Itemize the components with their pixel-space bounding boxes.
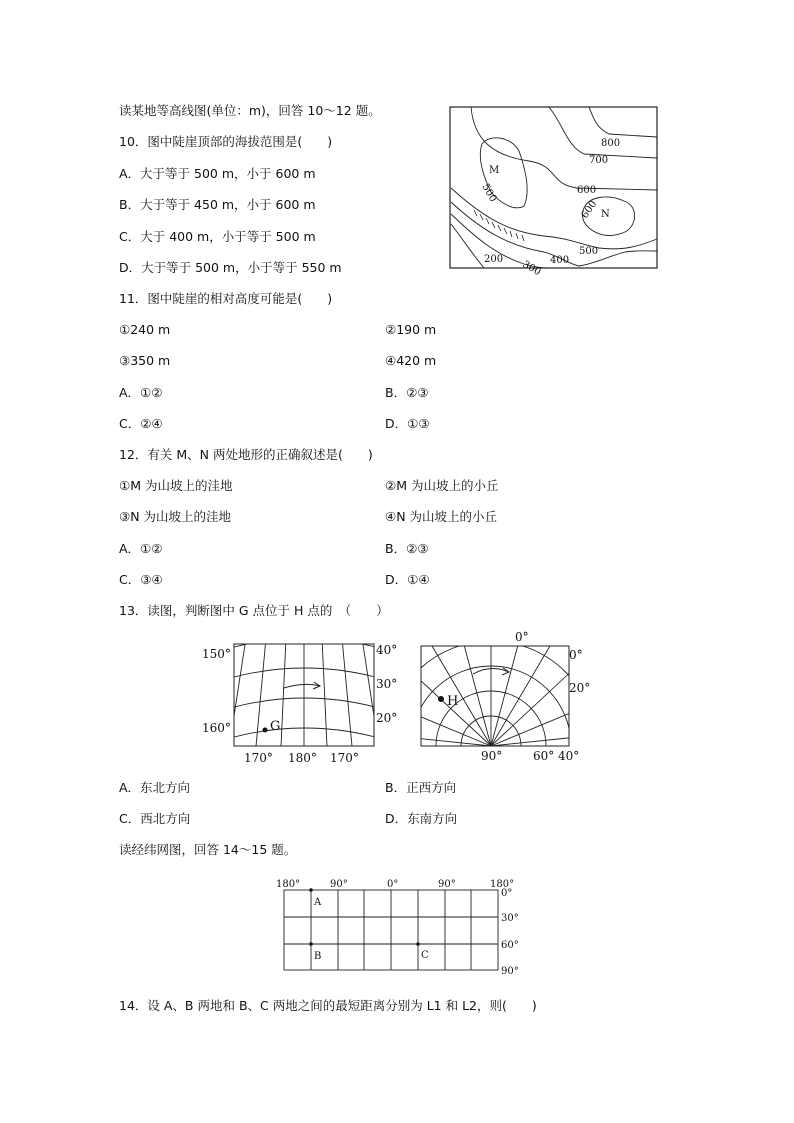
grid-top-0: 0° (387, 879, 399, 890)
q10-option-d[interactable]: D．大于等于 500 m，小于等于 550 m (119, 260, 342, 275)
point-C (416, 942, 420, 946)
q11-item-4: ④420 m (385, 353, 437, 368)
q12-option-c[interactable]: C．③④ (119, 572, 163, 587)
q11-item-3: ③350 m (119, 353, 171, 368)
left-label-160: 160° (202, 721, 231, 735)
right-label-20: 20° (569, 681, 591, 695)
contour-label-300: 300 (520, 259, 543, 279)
q12-item-4: ④N 为山坡上的小丘 (385, 509, 498, 524)
grid-label-B: B (314, 951, 322, 962)
contour-map-figure (449, 106, 659, 279)
right-label-0-top: 0° (515, 630, 529, 644)
contour-label-500: 500 (579, 246, 599, 257)
left-label-170b: 170° (330, 751, 359, 765)
grid-top-180b: 180° (490, 879, 515, 890)
grid-top-90b: 90° (438, 879, 456, 890)
left-label-150: 150° (202, 647, 231, 661)
contour-label-600: 600 (577, 185, 597, 196)
grid-label-C: C (421, 950, 429, 961)
q12-item-3: ③N 为山坡上的洼地 (119, 509, 232, 524)
contour-label-800: 800 (601, 138, 621, 149)
contour-label-N600: 600 (579, 198, 600, 221)
right-label-90: 90° (481, 749, 503, 763)
q10-option-b[interactable]: B．大于等于 450 m，小于 600 m (119, 197, 316, 212)
q13-stem: 13．读图，判断图中 G 点位于 H 点的 （ ） (119, 603, 389, 618)
right-label-40: 40° (558, 749, 580, 763)
grid-label-A: A (314, 897, 322, 908)
label-H: H (447, 694, 459, 709)
polar-right-figure (415, 626, 615, 768)
q11-option-c[interactable]: C．②④ (119, 416, 163, 431)
q14-stem: 14．设 A、B 两地和 B、C 两地之间的最短距离分别为 L1 和 L2，则( ) (119, 998, 537, 1013)
left-label-180: 180° (288, 751, 317, 765)
grid-top-90a: 90° (330, 879, 348, 890)
contour-label-M500: 500 (479, 182, 499, 205)
q12-stem: 12．有关 M、N 两处地形的正确叙述是( ) (119, 447, 373, 462)
contour-200 (451, 224, 484, 268)
q11-option-d[interactable]: D．①③ (385, 416, 430, 431)
q13-option-a[interactable]: A．东北方向 (119, 780, 191, 795)
point-G (263, 728, 268, 733)
grid-right-60: 60° (501, 940, 519, 951)
q10-option-a[interactable]: A．大于等于 500 m，小于 600 m (119, 166, 316, 181)
contour-label-200: 200 (484, 254, 504, 265)
point-A (309, 888, 313, 892)
graticule-left-figure (200, 638, 410, 768)
grid-right-30: 30° (501, 913, 519, 924)
q13-option-d[interactable]: D．东南方向 (385, 811, 458, 826)
q10-option-c[interactable]: C．大于 400 m，小于等于 500 m (119, 229, 316, 244)
q12-option-b[interactable]: B．②③ (385, 541, 429, 556)
contour-label-700: 700 (589, 155, 609, 166)
contour-point-M: M (489, 165, 500, 176)
q12-item-2: ②M 为山坡上的小丘 (385, 478, 499, 493)
grid-right-90: 90° (501, 966, 519, 977)
left-label-40: 40° (376, 643, 398, 657)
latlong-grid-figure (270, 876, 530, 978)
q12-item-1: ①M 为山坡上的洼地 (119, 478, 233, 493)
left-label-20: 20° (376, 711, 398, 725)
grid-right-0: 0° (501, 888, 513, 899)
q11-item-2: ②190 m (385, 322, 437, 337)
q11-stem: 11．图中陡崖的相对高度可能是( ) (119, 291, 333, 306)
q12-option-a[interactable]: A．①② (119, 541, 163, 556)
q12-option-d[interactable]: D．①④ (385, 572, 430, 587)
q13-option-b[interactable]: B．正西方向 (385, 780, 457, 795)
q11-option-b[interactable]: B．②③ (385, 385, 429, 400)
contour-800 (589, 107, 657, 137)
label-G: G (270, 719, 281, 734)
contour-point-N: N (601, 209, 610, 220)
intro-10-12: 读某地等高线图(单位：m)，回答 10～12 题。 (119, 103, 381, 118)
point-H (438, 696, 444, 702)
right-label-0-side: 0° (569, 648, 583, 662)
right-label-60: 60° (533, 749, 555, 763)
rotation-arrow-left (284, 682, 320, 689)
contour-label-400: 400 (550, 255, 570, 266)
q13-option-c[interactable]: C．西北方向 (119, 811, 191, 826)
cliff-hatches (474, 210, 524, 241)
q10-stem: 10．图中陡崖顶部的海拔范围是( ) (119, 134, 333, 149)
point-B (309, 942, 313, 946)
q11-item-1: ①240 m (119, 322, 171, 337)
left-label-30: 30° (376, 677, 398, 691)
intro-14-15: 读经纬网图，回答 14～15 题。 (119, 842, 297, 857)
left-label-170a: 170° (244, 751, 273, 765)
contour-600 (471, 107, 657, 190)
contour-700 (549, 107, 657, 158)
q11-option-a[interactable]: A．①② (119, 385, 163, 400)
grid-top-180a: 180° (276, 879, 301, 890)
